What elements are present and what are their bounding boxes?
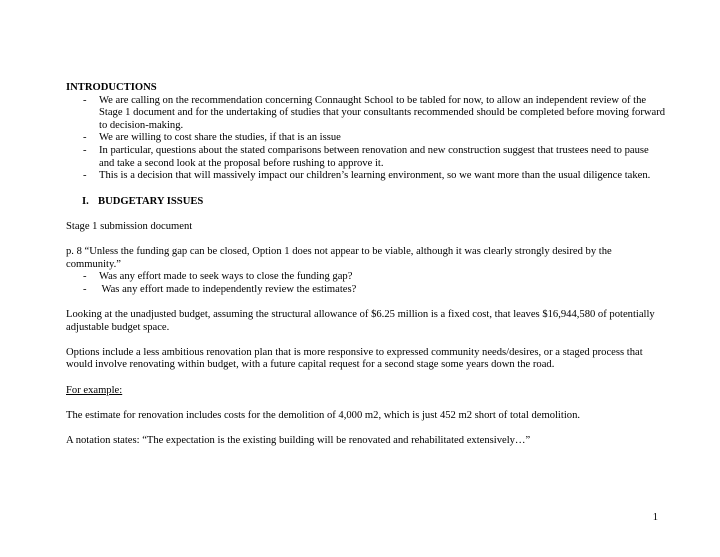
unadjusted-budget-paragraph: Looking at the unadjusted budget, assuming the structural allowance of $6.25 million is a fixed cost, that leaves $16,944,580 of potentially adjustable budget space. xyxy=(66,309,655,333)
section-title: BUDGETARY ISSUES xyxy=(98,195,204,207)
notation-paragraph: A notation states: “The expectation is the existing building will be renovated and rehabilitated extensively…” xyxy=(66,435,531,447)
list-item xyxy=(66,170,666,183)
list-item-text: We are willing to cost share the studies, if that is an issue xyxy=(99,132,341,144)
questions-list xyxy=(66,271,666,296)
list-item-text: Was any effort made to seek ways to close the funding gap? xyxy=(99,271,353,283)
list-item xyxy=(66,271,666,284)
list-item-text: Was any effort made to independently review the estimates? xyxy=(99,283,357,295)
list-item xyxy=(66,284,666,297)
dash-bullet: - xyxy=(83,132,87,144)
list-item-text: In particular, questions about the stated comparisons between renovation and new construction suggest that trustees need to pause and take a second look at the proposal before rushing to approve it. xyxy=(99,144,649,169)
dash-bullet: - xyxy=(83,271,87,283)
list-item-text: This is a decision that will massively impact our children’s learning environment, so we want more than the usual diligence taken. xyxy=(99,170,651,182)
list-item xyxy=(66,132,666,145)
introductions-heading: INTRODUCTIONS xyxy=(66,82,157,93)
for-example-label: For example: xyxy=(66,384,123,396)
estimate-paragraph: The estimate for renovation includes costs for the demolition of 4,000 m2, which is just 452 m2 short of total demolition. xyxy=(66,409,581,421)
list-item xyxy=(66,145,666,170)
list-item xyxy=(66,95,666,133)
section-number: I. xyxy=(82,195,89,207)
dash-bullet: - xyxy=(83,283,87,295)
stage1-label: Stage 1 submission document xyxy=(66,220,193,232)
options-paragraph: Options include a less ambitious renovation plan that is more responsive to expressed community needs/desires, or a staged process that would involve renovating within budget, with a future capital request for a second stage some years down the road. xyxy=(66,346,643,371)
list-item-text: We are calling on the recommendation concerning Connaught School to be tabled for now, to allow an independent review of the Stage 1 document and for the undertaking of studies that your consultants recommended should be completed before moving forward to decision-making. xyxy=(99,94,666,131)
dash-bullet: - xyxy=(83,94,87,106)
dash-bullet: - xyxy=(83,144,87,156)
section-heading-budgetary xyxy=(66,196,666,209)
dash-bullet: - xyxy=(83,170,87,182)
introductions-list xyxy=(66,95,666,183)
quote-paragraph: p. 8 “Unless the funding gap can be closed, Option 1 does not appear to be viable, although it was clearly strongly desired by the community.” xyxy=(66,246,612,270)
page-number: 1 xyxy=(652,512,658,523)
document-body xyxy=(66,82,666,448)
